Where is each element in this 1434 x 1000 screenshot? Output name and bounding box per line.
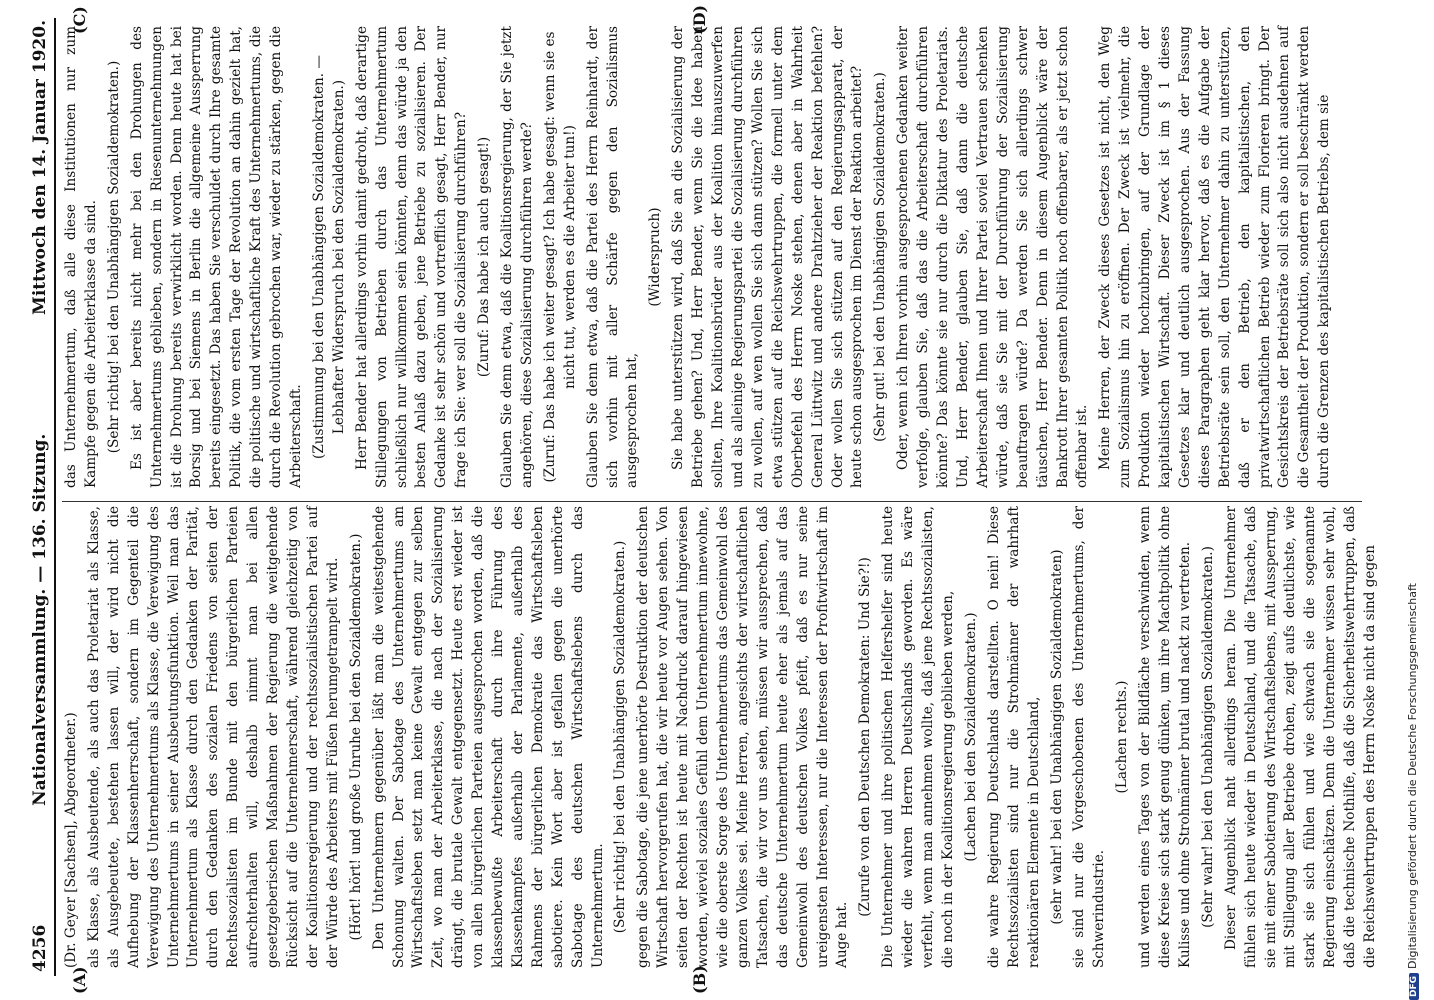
paragraph: als Klasse, als Ausbeutende, als auch das Proletariat als Klasse, als Ausgebeutete, bestehen lassen will, der wird nicht die Aufhebung der Klassenherrschaft, sondern im Gegenteil die Verewigung des Unternehmertums als Klasse, die Verewigung des Unternehmertums in seiner Ausbeutungsfunktion. Weil man das Unternehmertum als Klasse durch den Gedanken der Parität, durch den Gedanken des sozialen Friedens von seiten der Rechtssozialisten im Bunde mit den bürgerlichen Parteien aufrechterhalten will, deshalb nimmt man bei allen gesetzgeberischen Maßnahmen der Regierung die weitgehende Rücksicht auf die Unternehmerschaft, während gleichzeitig von der Koalitionsregierung und der rechtssozialistischen Partei auf der Würde des Arbeiters mit Füßen herumgetrampelt wird.	[85, 506, 341, 968]
paragraph: (Sehr gut! bei den Unabhängigen Sozialdemokraten.)	[872, 72, 889, 442]
text-column-right	[62, 26, 1368, 488]
paragraph: (Lachen bei den Sozialdemokraten.)	[962, 612, 979, 862]
paragraph: sie sind nur die Vorgeschobenen des Unternehmertums, der Schwerindustrie.	[1071, 506, 1108, 968]
paragraph: (Sehr richtig! bei den Unabhängigen Sozialdemokraten.)	[105, 60, 122, 454]
session-date: Mittwoch den 14. Januar 1920.	[30, 20, 50, 315]
paragraph: das Unternehmertum, daß alle diese Institutionen nur zum Kampfe gegen die Arbeiterklasse da sind.	[63, 26, 99, 488]
paragraph: Die Unternehmer und ihre politischen Helfershelfer sind heute wieder die wahren Herren Deutschlands geworden. Es wäre verfehlt, wenn man annehmen wollte, daß jene Rechtssozialisten, die noch in der Koalitionsregierung geblieben werden,	[880, 506, 956, 968]
paragraph: Dieser Augenblick naht allerdings heran. Die Unternehmer fühlen sich heute wieder in Deutschland, und die Tatsache, daß sie mit einer Sabotierung des Wirtschaftslebens, mit Aussperrung, mit Stillegung aller Betriebe drohen, zeigt aufs deutlichste, wie stark sie sich fühlen und wie schwach sie die sogenannte Regierung einschätzen. Denn die Unternehmer wissen sehr wohl, daß die technische Nothilfe, daß die Sicherheitswehrtruppen, daß die Reichswehrtruppen des Herrn Noske nicht da sind gegen	[1222, 506, 1379, 968]
paragraph: Herr Bender hat allerdings vorhin damit gedroht, daß derartige Stillegungen von Betrieben durch das Unternehmertum schließlich nur willkommen sein könnten, denn das würde ja den besten Anlaß dazu geben, jene Betriebe zu sozialisieren. Der Gedanke ist sehr schön und vortrefflich gesagt, Herr Bender, nur frage ich Sie: wer soll die Sozialisierung durchführen?	[353, 26, 470, 488]
column-divider	[62, 501, 1362, 502]
paragraph: (Sehr wahr! bei den Unabhängigen Sozialdemokraten.)	[1199, 546, 1216, 928]
paragraph: (Lachen rechts.)	[1114, 680, 1131, 794]
paragraph: (Zuruf: Das habe ich auch gesagt!)	[476, 136, 493, 378]
paragraph: (Zurufe von den Deutschen Demokraten: Und Sie?!)	[857, 557, 874, 917]
dfg-logo: DFG	[1409, 973, 1419, 1000]
page-header	[16, 20, 50, 972]
marker-d: (D)	[690, 4, 709, 34]
marker-a: (A)	[70, 966, 89, 994]
paragraph: die wahre Regierung Deutschlands darstellten. O nein! Diese Rechtssozialisten sind nur die Strohmänner der wahrhaft reaktionären Elemente in Deutschland,	[985, 506, 1042, 968]
digitization-credit	[1406, 10, 1419, 1000]
credit-text: Digitalisierung gefördert durch die Deutsche Forschungsgemeinschaft	[1406, 583, 1419, 969]
paragraph: (Zuruf: Das habe ich weiter gesagt? Ich habe gesagt: wenn sie es nicht tut, werden es die Arbeiter tun!)	[541, 31, 578, 483]
paragraph: (Widerspruch)	[647, 207, 664, 307]
page-number: 4256	[30, 924, 50, 972]
paragraph: Sie habe unterstützen wird, daß Sie an die Sozialisierung der Betriebe gehen? Und, Herr Bender, wenn Sie die Idee haben sollten, Ihre Koalitionsbrüder aus der Koalition hinauszuwerfen und als alleinige Regierungspartei die Sozialisierung durchführen zu wollen, auf wen wollen Sie sich dann stützen? Wollen Sie sich etwa stützen auf die Reichswehrtruppen, die formell unter dem Oberbefehl des Herrn Noske stehen, denen aber in Wahrheit General Lüttwitz und andere Drahtzieher der Reaktion befehlen? Oder wollen Sie sich stützen auf den Regierungsapparat, der heute schon ausgesprochen im Dienst der Reaktion arbeitet?	[670, 26, 866, 488]
paragraph: Meine Herren, der Zweck dieses Gesetzes ist nicht, den Weg zum Sozialismus hin zu eröffnen. Der Zweck ist vielmehr, die Produktion wieder hochzubringen, auf der Grundlage der kapitalistischen Wirtschaft. Dieser Zweck ist im § 1 dieses Gesetzes klar und deutlich ausgesprochen. Aus der Fassung dieses Paragraphen geht klar hervor, daß es die Aufgabe der Betriebsräte sein soll, den Unternehmer dahin zu unterstützen, daß er den Betrieb, den kapitalistischen, den privatwirtschaftlichen Betrieb wieder zum Florieren bringt. Der Gesichtskreis der Betriebsräte soll sich also nicht ausdehnen auf die Gesamtheit der Produktion, sondern er soll beschränkt werden durch die Grenzen des kapitalistischen Betriebs, dem sie	[1097, 26, 1333, 488]
paragraph: Glauben Sie denn etwa, daß die Koalitionsregierung, der Sie jetzt angehören, diese Sozialisierung durchführen werde?	[499, 26, 535, 488]
paragraph: Glauben Sie denn etwa, daß die Partei des Herrn Reinhardt, der sich vorhin mit aller Schärfe gegen den Sozialismus ausgesprochen hat,	[584, 26, 641, 488]
paragraph: Den Unternehmern gegenüber läßt man die weitestgehende Schonung walten. Der Sabotage des Unternehmertums am Wirtschaftsleben setzt man keine Gewalt entgegen zur selben Zeit, wo man der Arbeiterklasse, die nach der Sozialisierung drängt, die brutale Gewalt entgegensetzt. Heute erst wieder ist von allen bürgerlichen Parteien ausgesprochen worden, daß die klassenbewußte Arbeiterschaft durch ihre Führung des Klassenkampfes außerhalb der Parlamente, außerhalb des Rahmens der bürgerlichen Demokratie das Wirtschaftsleben sabotiere. Kein Wort aber ist gefallen gegen die unerhörte Sabotage des deutschen Wirtschaftslebens durch das Unternehmertum.	[370, 506, 606, 968]
marker-c: (C)	[70, 6, 89, 34]
header-rule	[54, 18, 56, 976]
paragraph: (Sehr richtig! bei den Unabhängigen Sozialdemokraten.)	[612, 540, 629, 934]
text-column-left	[62, 506, 1379, 968]
paragraph: und werden eines Tages von der Bildfläche verschwinden, wenn diese Kreise sich stark genug dünken, um ihre Machtpolitik ohne Kulisse und ohne Strohmänner brutal und nackt zu vertreten.	[1137, 506, 1193, 968]
marker-b: (B)	[690, 965, 709, 994]
page-title: Nationalversammlung. — 136. Sitzung.	[30, 433, 50, 806]
paragraph: (sehr wahr! bei den Unabhängigen Sozialdemokraten)	[1048, 549, 1065, 925]
paragraph: Es ist aber bereits nicht mehr bei den Drohungen des Unternehmertums geblieben, sondern in Riesenunternehmungen ist die Drohung bereits verwirklicht worden. Denn heute hat bei Borsig und bei Siemens in Berlin die allgemeine Aussperrung bereits eingesetzt. Das haben Sie verschuldet durch Ihre gesamte Politik, die vom ersten Tage der Revolution an dahin gezielt hat, die politische und wirtschaftliche Kraft des Unternehmertums, die durch die Revolution gebrochen war, wieder zu stärken, gegen die Arbeiterschaft.	[128, 26, 304, 488]
paragraph: Oder, wenn ich Ihren vorhin ausgesprochenen Gedanken weiter verfolge, glauben Sie, daß das die Arbeiterschaft durchführen könnte? Das könnte sie nur durch die Diktatur des Proletariats. Und, Herr Bender, glauben Sie, daß dann die deutsche Arbeiterschaft Ihnen und Ihrer Partei soviel Vertrauen schenken würde, daß sie Sie mit der Durchführung der Sozialisierung beauftragen würde? Da werden Sie sich allerdings schwer täuschen, Herr Bender. Denn in diesem Augenblick wäre der Bankrott Ihrer gesamten Politik noch offenbarer, als er jetzt schon offenbar ist.	[895, 26, 1091, 488]
paragraph: (Zustimmung bei den Unabhängigen Sozialdemokraten. — Lebhafter Widerspruch bei den Sozialdemokraten.)	[310, 55, 347, 459]
paragraph: gegen die Sabotage, die jene unerhörte Destruktion der deutschen Wirtschaft hervorgerufen hat, die wir heute vor Augen sehen. Von seiten der Rechten ist heute mit Nachdruck darauf hingewiesen worden, wieviel soziales Gefühl dem Unternehmertum innewohne, wie die oberste Sorge des Unternehmertums das Gemeinwohl des ganzen Volkes sei. Meine Herren, angesichts der wirtschaftlichen Tatsachen, die wir vor uns sehen, müssen wir aussprechen, daß das deutsche Unternehmertum heute eher als jemals auf das Gemeinwohl des deutschen Volkes pfeift, daß es nur seine ureigensten Interessen, nur die Interessen der Profitwirtschaft im Auge hat.	[635, 506, 851, 968]
paragraph: (Dr. Geyer [Sachsen], Abgeordneter.)	[63, 712, 79, 968]
paragraph: (Hört! hört! und große Unruhe bei den Sozialdemokraten.)	[347, 533, 364, 941]
